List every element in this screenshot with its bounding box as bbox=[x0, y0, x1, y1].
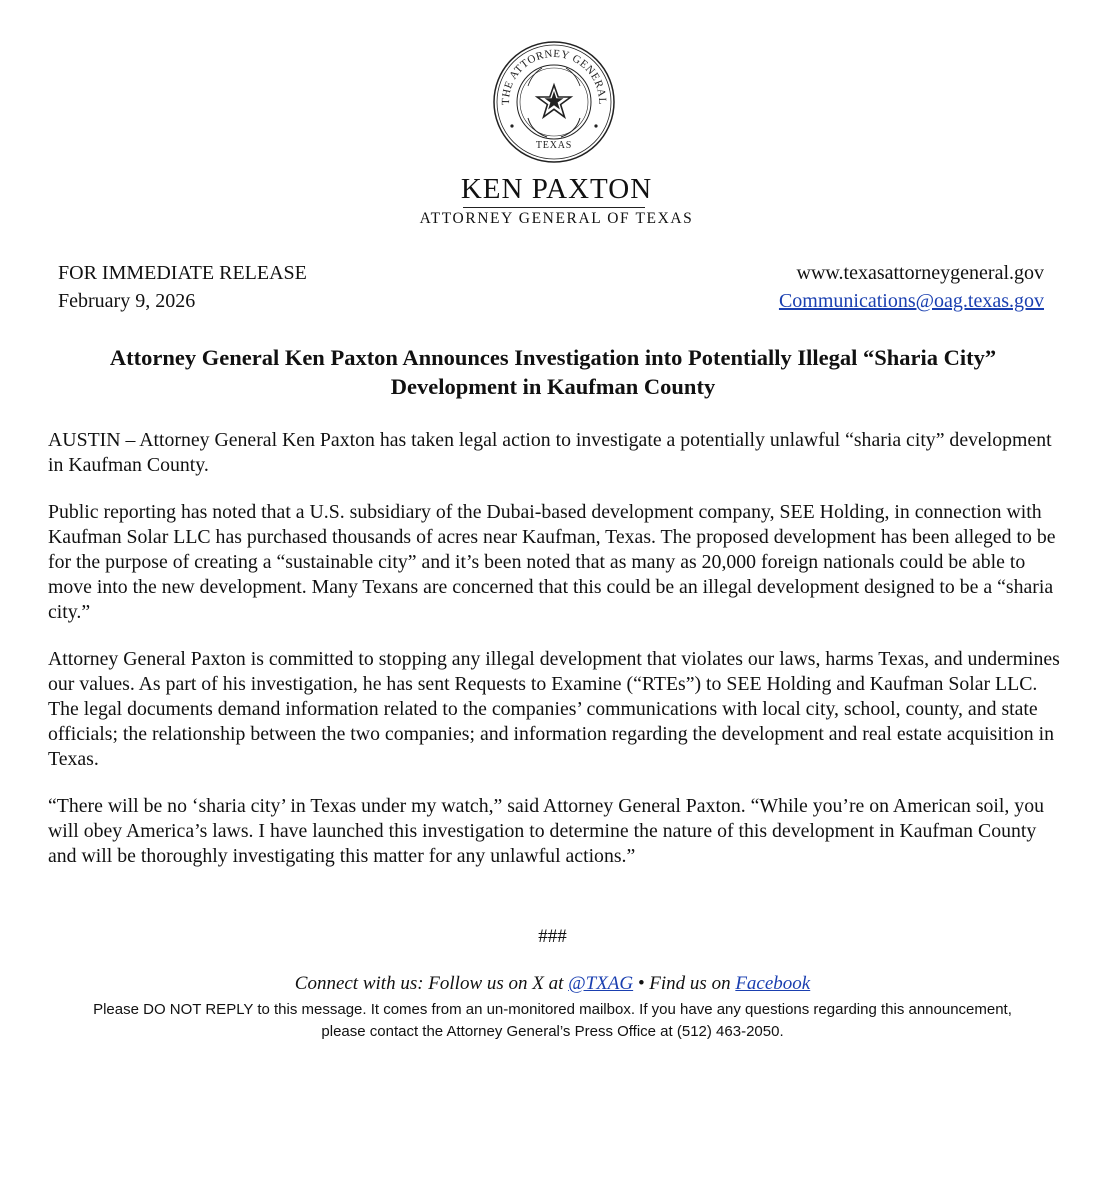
contact-info bbox=[779, 259, 1044, 315]
paragraph-intro: AUSTIN – Attorney General Ken Paxton has taken legal action to investigate a potentially unlawful “sharia city” development in Kaufman County. bbox=[48, 429, 1052, 476]
official-title: ATTORNEY GENERAL OF TEXAS bbox=[419, 210, 694, 227]
release-label: FOR IMMEDIATE RELEASE bbox=[58, 262, 307, 284]
paragraph-investigation: Attorney General Paxton is committed to stopping any illegal development that violates our laws, harms Texas, and undermines our values. As part of his investigation, he has sent Requests to Examine (“RTEs”) to SEE Holding and Kaufman Solar LLC. The legal documents demand information related to the companies’ communications with local city, school, county, and state officials; the relationship between the two companies; and information regarding the development and real estate acquisition in Texas. bbox=[48, 648, 1060, 770]
paragraph-background: Public reporting has noted that a U.S. subsidiary of the Dubai-based development company, SEE Holding, in connection with Kaufman Solar LLC has purchased thousands of acres near Kaufman, Texas. The proposed development has been alleged to be for the purpose of creating a “sustainable city” and it’s been noted that as many as 20,000 foreign nationals could be able to move into the new development. Many Texans are concerned that this could be an illegal development designed to be a “sharia city.” bbox=[48, 501, 1056, 623]
communications-email-link[interactable]: Communications@oag.texas.gov bbox=[778, 290, 1044, 312]
star-seal-icon bbox=[492, 40, 616, 164]
paragraph-quote: “There will be no ‘sharia city’ in Texas under my watch,” said Attorney General Paxton. “While you’re on American soil, you will obey America’s laws. I have launched this investigation to determine the nature of this development in Kaufman County and will be thoroughly investigating this matter for any unlawful actions.” bbox=[48, 795, 1044, 867]
official-name: KEN PAXTON bbox=[460, 173, 653, 205]
letterhead-divider bbox=[463, 207, 645, 208]
attorney-general-seal bbox=[492, 40, 616, 164]
end-marker: ### bbox=[538, 926, 567, 947]
release-date: February 9, 2026 bbox=[58, 290, 196, 312]
connect-prefix: Connect with us: Follow us on X at bbox=[294, 973, 569, 994]
website-text: www.texasattorneygeneral.gov bbox=[796, 262, 1044, 284]
disclaimer-text: Please DO NOT REPLY to this message. It comes from an un-monitored mailbox. If you have any questions regarding this announcement, please contact the Attorney General’s Press Office at (512) 463-2050. bbox=[93, 1001, 1012, 1040]
press-release-headline: Attorney General Ken Paxton Announces Investigation into Potentially Illegal “Sharia City” Development in Kaufman County bbox=[109, 345, 997, 399]
connect-middle: • Find us on bbox=[633, 973, 736, 994]
press-release-body bbox=[48, 428, 1060, 891]
connect-line bbox=[0, 972, 1105, 996]
seal-bottom-text: TEXAS bbox=[535, 140, 573, 151]
footer bbox=[0, 972, 1105, 1043]
release-info bbox=[58, 259, 307, 315]
seal-top-text: THE ATTORNEY GENERAL bbox=[499, 47, 609, 106]
x-handle-link[interactable]: @TXAG bbox=[568, 973, 634, 994]
facebook-link[interactable]: Facebook bbox=[735, 973, 811, 994]
